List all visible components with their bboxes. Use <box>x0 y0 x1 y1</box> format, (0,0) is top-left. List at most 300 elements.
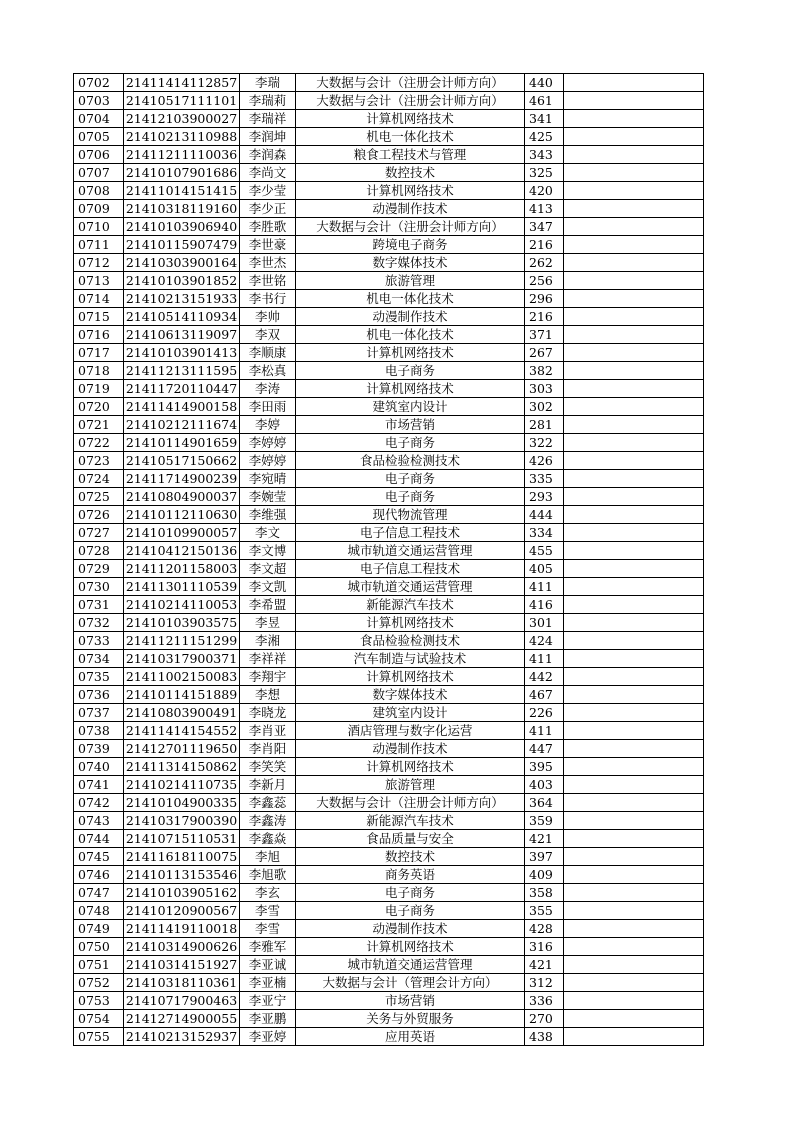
row-number: 0730 <box>74 578 124 596</box>
candidate-id: 21410517150662 <box>124 452 240 470</box>
table-row <box>74 974 704 992</box>
student-name: 李祥祥 <box>240 650 296 668</box>
score: 420 <box>525 182 564 200</box>
student-name: 李湘 <box>240 632 296 650</box>
student-name: 李婉莹 <box>240 488 296 506</box>
remarks-cell <box>564 164 704 182</box>
candidate-id: 21411014151415 <box>124 182 240 200</box>
score: 467 <box>525 686 564 704</box>
table-row <box>74 794 704 812</box>
remarks-cell <box>564 452 704 470</box>
student-name: 李世豪 <box>240 236 296 254</box>
table-row <box>74 578 704 596</box>
candidate-id: 21411211151299 <box>124 632 240 650</box>
table-row <box>74 920 704 938</box>
candidate-id: 21412701119650 <box>124 740 240 758</box>
student-name: 李世杰 <box>240 254 296 272</box>
remarks-cell <box>564 200 704 218</box>
student-name: 李鑫涛 <box>240 812 296 830</box>
table-row <box>74 308 704 326</box>
remarks-cell <box>564 92 704 110</box>
student-name: 李润坤 <box>240 128 296 146</box>
remarks-cell <box>564 110 704 128</box>
row-number: 0706 <box>74 146 124 164</box>
row-number: 0716 <box>74 326 124 344</box>
student-name: 李想 <box>240 686 296 704</box>
remarks-cell <box>564 506 704 524</box>
table-row <box>74 254 704 272</box>
candidate-id: 21411301110539 <box>124 578 240 596</box>
candidate-id: 21410104900335 <box>124 794 240 812</box>
student-name: 李肖亚 <box>240 722 296 740</box>
candidate-id: 21410317900371 <box>124 650 240 668</box>
score: 403 <box>525 776 564 794</box>
table-row <box>74 560 704 578</box>
candidate-id: 21410212111674 <box>124 416 240 434</box>
major: 计算机网络技术 <box>296 380 525 398</box>
student-name: 李涛 <box>240 380 296 398</box>
row-number: 0718 <box>74 362 124 380</box>
major: 电子商务 <box>296 884 525 902</box>
row-number: 0713 <box>74 272 124 290</box>
remarks-cell <box>564 794 704 812</box>
table-row <box>74 758 704 776</box>
student-name: 李瑞祥 <box>240 110 296 128</box>
candidate-id: 21410318119160 <box>124 200 240 218</box>
table-row <box>74 884 704 902</box>
row-number: 0751 <box>74 956 124 974</box>
score: 267 <box>525 344 564 362</box>
major: 计算机网络技术 <box>296 938 525 956</box>
student-name: 李婷 <box>240 416 296 434</box>
row-number: 0723 <box>74 452 124 470</box>
table-row <box>74 812 704 830</box>
score: 421 <box>525 830 564 848</box>
student-name: 李帅 <box>240 308 296 326</box>
student-name: 李晓龙 <box>240 704 296 722</box>
score: 341 <box>525 110 564 128</box>
row-number: 0745 <box>74 848 124 866</box>
major: 现代物流管理 <box>296 506 525 524</box>
remarks-cell <box>564 470 704 488</box>
score: 336 <box>525 992 564 1010</box>
candidate-id: 21410804900037 <box>124 488 240 506</box>
major: 大数据与会计（注册会计师方向） <box>296 74 525 92</box>
student-name: 李婷婷 <box>240 452 296 470</box>
row-number: 0732 <box>74 614 124 632</box>
score: 382 <box>525 362 564 380</box>
table-row <box>74 956 704 974</box>
row-number: 0721 <box>74 416 124 434</box>
table-row <box>74 848 704 866</box>
candidate-id: 21410303900164 <box>124 254 240 272</box>
remarks-cell <box>564 668 704 686</box>
table-row <box>74 668 704 686</box>
admission-table <box>73 73 704 1046</box>
remarks-cell <box>564 830 704 848</box>
table-row <box>74 326 704 344</box>
score: 364 <box>525 794 564 812</box>
row-number: 0711 <box>74 236 124 254</box>
major: 新能源汽车技术 <box>296 596 525 614</box>
row-number: 0750 <box>74 938 124 956</box>
student-name: 李胜歌 <box>240 218 296 236</box>
student-name: 李亚宁 <box>240 992 296 1010</box>
remarks-cell <box>564 1010 704 1028</box>
row-number: 0735 <box>74 668 124 686</box>
score: 312 <box>525 974 564 992</box>
score: 461 <box>525 92 564 110</box>
score: 440 <box>525 74 564 92</box>
remarks-cell <box>564 884 704 902</box>
major: 计算机网络技术 <box>296 758 525 776</box>
student-name: 李书行 <box>240 290 296 308</box>
row-number: 0740 <box>74 758 124 776</box>
major: 建筑室内设计 <box>296 704 525 722</box>
score: 303 <box>525 380 564 398</box>
student-name: 李文凯 <box>240 578 296 596</box>
candidate-id: 21410715110531 <box>124 830 240 848</box>
major: 城市轨道交通运营管理 <box>296 542 525 560</box>
row-number: 0743 <box>74 812 124 830</box>
student-name: 李世铭 <box>240 272 296 290</box>
major: 食品检验检测技术 <box>296 452 525 470</box>
candidate-id: 21410214110053 <box>124 596 240 614</box>
score: 343 <box>525 146 564 164</box>
major: 粮食工程技术与管理 <box>296 146 525 164</box>
table-row <box>74 344 704 362</box>
score: 358 <box>525 884 564 902</box>
student-name: 李昱 <box>240 614 296 632</box>
table-row <box>74 290 704 308</box>
row-number: 0726 <box>74 506 124 524</box>
candidate-id: 21412103900027 <box>124 110 240 128</box>
remarks-cell <box>564 596 704 614</box>
table-row <box>74 938 704 956</box>
row-number: 0733 <box>74 632 124 650</box>
score: 302 <box>525 398 564 416</box>
major: 城市轨道交通运营管理 <box>296 956 525 974</box>
candidate-id: 21410314900626 <box>124 938 240 956</box>
student-name: 李亚婷 <box>240 1028 296 1046</box>
student-name: 李少正 <box>240 200 296 218</box>
major: 动漫制作技术 <box>296 920 525 938</box>
major: 电子信息工程技术 <box>296 560 525 578</box>
score: 371 <box>525 326 564 344</box>
row-number: 0719 <box>74 380 124 398</box>
remarks-cell <box>564 398 704 416</box>
table-row <box>74 110 704 128</box>
student-name: 李玄 <box>240 884 296 902</box>
remarks-cell <box>564 686 704 704</box>
major: 数字媒体技术 <box>296 254 525 272</box>
remarks-cell <box>564 704 704 722</box>
major: 大数据与会计（注册会计师方向） <box>296 218 525 236</box>
table-row <box>74 740 704 758</box>
student-name: 李婷婷 <box>240 434 296 452</box>
major: 应用英语 <box>296 1028 525 1046</box>
score: 411 <box>525 650 564 668</box>
student-name: 李瑞莉 <box>240 92 296 110</box>
remarks-cell <box>564 758 704 776</box>
score: 395 <box>525 758 564 776</box>
student-name: 李文超 <box>240 560 296 578</box>
score: 413 <box>525 200 564 218</box>
remarks-cell <box>564 362 704 380</box>
score: 301 <box>525 614 564 632</box>
candidate-id: 21410109900057 <box>124 524 240 542</box>
row-number: 0707 <box>74 164 124 182</box>
student-name: 李鑫蕊 <box>240 794 296 812</box>
candidate-id: 21410214110735 <box>124 776 240 794</box>
table-row <box>74 686 704 704</box>
candidate-id: 21411720110447 <box>124 380 240 398</box>
score: 424 <box>525 632 564 650</box>
major: 大数据与会计（注册会计师方向） <box>296 794 525 812</box>
student-name: 李文博 <box>240 542 296 560</box>
table-row <box>74 398 704 416</box>
remarks-cell <box>564 776 704 794</box>
score: 421 <box>525 956 564 974</box>
score: 325 <box>525 164 564 182</box>
student-name: 李松真 <box>240 362 296 380</box>
major: 大数据与会计（管理会计方向） <box>296 974 525 992</box>
remarks-cell <box>564 272 704 290</box>
candidate-id: 21410112110630 <box>124 506 240 524</box>
row-number: 0702 <box>74 74 124 92</box>
student-name: 李双 <box>240 326 296 344</box>
table-row <box>74 164 704 182</box>
row-number: 0749 <box>74 920 124 938</box>
score: 262 <box>525 254 564 272</box>
table-row <box>74 542 704 560</box>
remarks-cell <box>564 722 704 740</box>
candidate-id: 21410120900567 <box>124 902 240 920</box>
table-row <box>74 200 704 218</box>
score: 347 <box>525 218 564 236</box>
table-row <box>74 74 704 92</box>
remarks-cell <box>564 992 704 1010</box>
candidate-id: 21411618110075 <box>124 848 240 866</box>
major: 新能源汽车技术 <box>296 812 525 830</box>
score: 335 <box>525 470 564 488</box>
candidate-id: 21411314150862 <box>124 758 240 776</box>
score: 426 <box>525 452 564 470</box>
student-name: 李少莹 <box>240 182 296 200</box>
student-name: 李肖阳 <box>240 740 296 758</box>
score: 226 <box>525 704 564 722</box>
candidate-id: 21410803900491 <box>124 704 240 722</box>
score: 216 <box>525 236 564 254</box>
candidate-id: 21410514110934 <box>124 308 240 326</box>
major: 市场营销 <box>296 416 525 434</box>
student-name: 李翔宇 <box>240 668 296 686</box>
major: 跨境电子商务 <box>296 236 525 254</box>
score: 411 <box>525 722 564 740</box>
student-name: 李雪 <box>240 902 296 920</box>
remarks-cell <box>564 308 704 326</box>
row-number: 0737 <box>74 704 124 722</box>
major: 酒店管理与数字化运营 <box>296 722 525 740</box>
table-row <box>74 218 704 236</box>
table-row <box>74 596 704 614</box>
major: 食品质量与安全 <box>296 830 525 848</box>
student-name: 李田雨 <box>240 398 296 416</box>
score: 409 <box>525 866 564 884</box>
score: 442 <box>525 668 564 686</box>
table-row <box>74 614 704 632</box>
row-number: 0705 <box>74 128 124 146</box>
remarks-cell <box>564 488 704 506</box>
score: 425 <box>525 128 564 146</box>
score: 334 <box>525 524 564 542</box>
candidate-id: 21411414112857 <box>124 74 240 92</box>
table-row <box>74 272 704 290</box>
row-number: 0708 <box>74 182 124 200</box>
row-number: 0703 <box>74 92 124 110</box>
score: 447 <box>525 740 564 758</box>
major: 电子信息工程技术 <box>296 524 525 542</box>
candidate-id: 21411201158003 <box>124 560 240 578</box>
candidate-id: 21412714900055 <box>124 1010 240 1028</box>
major: 计算机网络技术 <box>296 110 525 128</box>
table-row <box>74 182 704 200</box>
row-number: 0720 <box>74 398 124 416</box>
candidate-id: 21410103905162 <box>124 884 240 902</box>
remarks-cell <box>564 974 704 992</box>
score: 397 <box>525 848 564 866</box>
remarks-cell <box>564 380 704 398</box>
remarks-cell <box>564 254 704 272</box>
candidate-id: 21410115907479 <box>124 236 240 254</box>
score: 293 <box>525 488 564 506</box>
remarks-cell <box>564 956 704 974</box>
student-name: 李雪 <box>240 920 296 938</box>
row-number: 0753 <box>74 992 124 1010</box>
remarks-cell <box>564 650 704 668</box>
student-name: 李瑞 <box>240 74 296 92</box>
row-number: 0738 <box>74 722 124 740</box>
candidate-id: 21410317900390 <box>124 812 240 830</box>
table-row <box>74 128 704 146</box>
candidate-id: 21411213111595 <box>124 362 240 380</box>
candidate-id: 21410717900463 <box>124 992 240 1010</box>
remarks-cell <box>564 560 704 578</box>
row-number: 0725 <box>74 488 124 506</box>
major: 商务英语 <box>296 866 525 884</box>
score: 455 <box>525 542 564 560</box>
student-name: 李新月 <box>240 776 296 794</box>
major: 动漫制作技术 <box>296 200 525 218</box>
row-number: 0709 <box>74 200 124 218</box>
row-number: 0744 <box>74 830 124 848</box>
table-row <box>74 488 704 506</box>
major: 建筑室内设计 <box>296 398 525 416</box>
student-name: 李亚鹏 <box>240 1010 296 1028</box>
major: 电子商务 <box>296 470 525 488</box>
major: 关务与外贸服务 <box>296 1010 525 1028</box>
candidate-id: 21410213151933 <box>124 290 240 308</box>
row-number: 0712 <box>74 254 124 272</box>
candidate-id: 21410314151927 <box>124 956 240 974</box>
table-row <box>74 992 704 1010</box>
table-row <box>74 362 704 380</box>
table-row <box>74 1010 704 1028</box>
table-row <box>74 650 704 668</box>
candidate-id: 21410517111101 <box>124 92 240 110</box>
major: 数控技术 <box>296 164 525 182</box>
table-row <box>74 722 704 740</box>
major: 计算机网络技术 <box>296 614 525 632</box>
table-row <box>74 452 704 470</box>
row-number: 0728 <box>74 542 124 560</box>
row-number: 0736 <box>74 686 124 704</box>
table-row <box>74 506 704 524</box>
major: 电子商务 <box>296 362 525 380</box>
row-number: 0722 <box>74 434 124 452</box>
table-row <box>74 380 704 398</box>
row-number: 0717 <box>74 344 124 362</box>
remarks-cell <box>564 740 704 758</box>
major: 机电一体化技术 <box>296 290 525 308</box>
student-name: 李维强 <box>240 506 296 524</box>
candidate-id: 21410613119097 <box>124 326 240 344</box>
candidate-id: 21411414900158 <box>124 398 240 416</box>
major: 汽车制造与试验技术 <box>296 650 525 668</box>
row-number: 0714 <box>74 290 124 308</box>
row-number: 0724 <box>74 470 124 488</box>
remarks-cell <box>564 326 704 344</box>
remarks-cell <box>564 632 704 650</box>
remarks-cell <box>564 74 704 92</box>
score: 296 <box>525 290 564 308</box>
table-row <box>74 524 704 542</box>
student-name: 李旭歌 <box>240 866 296 884</box>
remarks-cell <box>564 542 704 560</box>
major: 数控技术 <box>296 848 525 866</box>
table-row <box>74 470 704 488</box>
row-number: 0747 <box>74 884 124 902</box>
major: 计算机网络技术 <box>296 344 525 362</box>
candidate-id: 21410103903575 <box>124 614 240 632</box>
remarks-cell <box>564 902 704 920</box>
score: 444 <box>525 506 564 524</box>
row-number: 0729 <box>74 560 124 578</box>
table-row <box>74 236 704 254</box>
score: 216 <box>525 308 564 326</box>
score: 322 <box>525 434 564 452</box>
candidate-id: 21410103906940 <box>124 218 240 236</box>
score: 316 <box>525 938 564 956</box>
remarks-cell <box>564 416 704 434</box>
table-row <box>74 146 704 164</box>
score: 281 <box>525 416 564 434</box>
major: 大数据与会计（注册会计师方向） <box>296 92 525 110</box>
student-name: 李鑫焱 <box>240 830 296 848</box>
major: 城市轨道交通运营管理 <box>296 578 525 596</box>
table-row <box>74 830 704 848</box>
score: 428 <box>525 920 564 938</box>
score: 270 <box>525 1010 564 1028</box>
major: 动漫制作技术 <box>296 740 525 758</box>
table-row <box>74 866 704 884</box>
row-number: 0734 <box>74 650 124 668</box>
remarks-cell <box>564 128 704 146</box>
remarks-cell <box>564 146 704 164</box>
table-row <box>74 92 704 110</box>
row-number: 0741 <box>74 776 124 794</box>
remarks-cell <box>564 182 704 200</box>
